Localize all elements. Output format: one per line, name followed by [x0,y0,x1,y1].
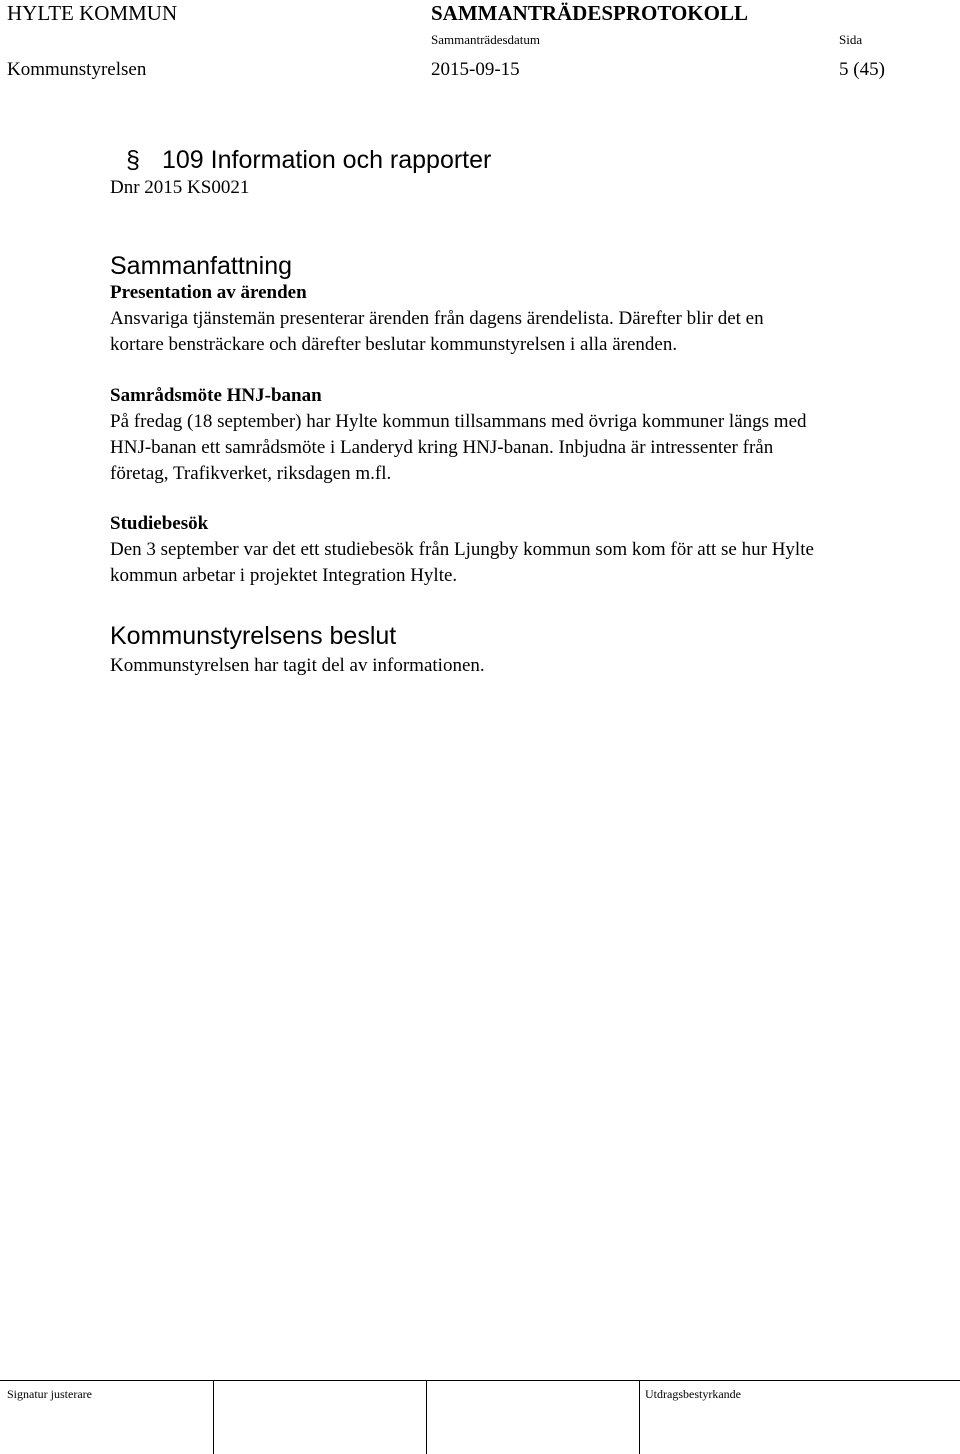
item-title-text: 109 Information och rapporter [162,146,492,174]
footer-column-divider [213,1380,214,1454]
paragraph-line: Den 3 september var det ett studiebesök från Ljungby kommun som kom för att se hur Hylte [110,539,814,560]
paragraph-line: HNJ-banan ett samrådsmöte i Landeryd kring HNJ-banan. Inbjudna är intressenter från [110,437,774,458]
paragraph-line: kortare bensträckare och därefter beslutar kommunstyrelsen i alla ärenden. [110,334,678,355]
subsection-heading: Samrådsmöte HNJ-banan [110,385,322,406]
signature-footer [0,1380,960,1454]
paragraph-line: Ansvariga tjänstemän presenterar ärenden från dagens ärendelista. Därefter blir det en [110,308,764,329]
organization-name: HYLTE KOMMUN [7,1,178,25]
subsection-heading: Studiebesök [110,513,209,534]
decision-heading: Kommunstyrelsens beslut [110,622,397,650]
decision-text: Kommunstyrelsen har tagit del av informationen. [110,655,485,676]
summary-section [110,251,950,589]
summary-subsection [110,383,950,487]
subsection-heading: Presentation av ärenden [110,282,307,303]
meeting-date: 2015-09-15 [431,59,520,80]
decision-section [110,621,950,679]
page-number: 5 (45) [839,59,885,80]
item-title [126,145,491,175]
footer-column-divider [639,1380,640,1454]
paragraph-line: företag, Trafikverket, riksdagen m.fl. [110,463,392,484]
paragraph-line: På fredag (18 september) har Hylte kommun tillsammans med övriga kommuner längs med [110,411,807,432]
page-label: Sida [839,32,863,47]
footer-column-divider [426,1380,427,1454]
item-dnr: Dnr 2015 KS0021 [110,177,250,198]
signature-label: Signatur justerare [7,1387,92,1401]
summary-subsection [110,280,950,358]
summary-subsection [110,511,950,589]
summary-heading: Sammanfattning [110,252,293,280]
section-symbol: § [126,146,140,174]
meeting-date-label: Sammanträdesdatum [431,32,541,47]
paragraph-line: kommun arbetar i projektet Integration Hylte. [110,565,458,586]
document-type: SAMMANTRÄDESPROTOKOLL [431,1,748,25]
footer-divider [0,1380,960,1381]
extract-label: Utdragsbestyrkande [645,1387,741,1401]
governing-body: Kommunstyrelsen [7,59,147,80]
